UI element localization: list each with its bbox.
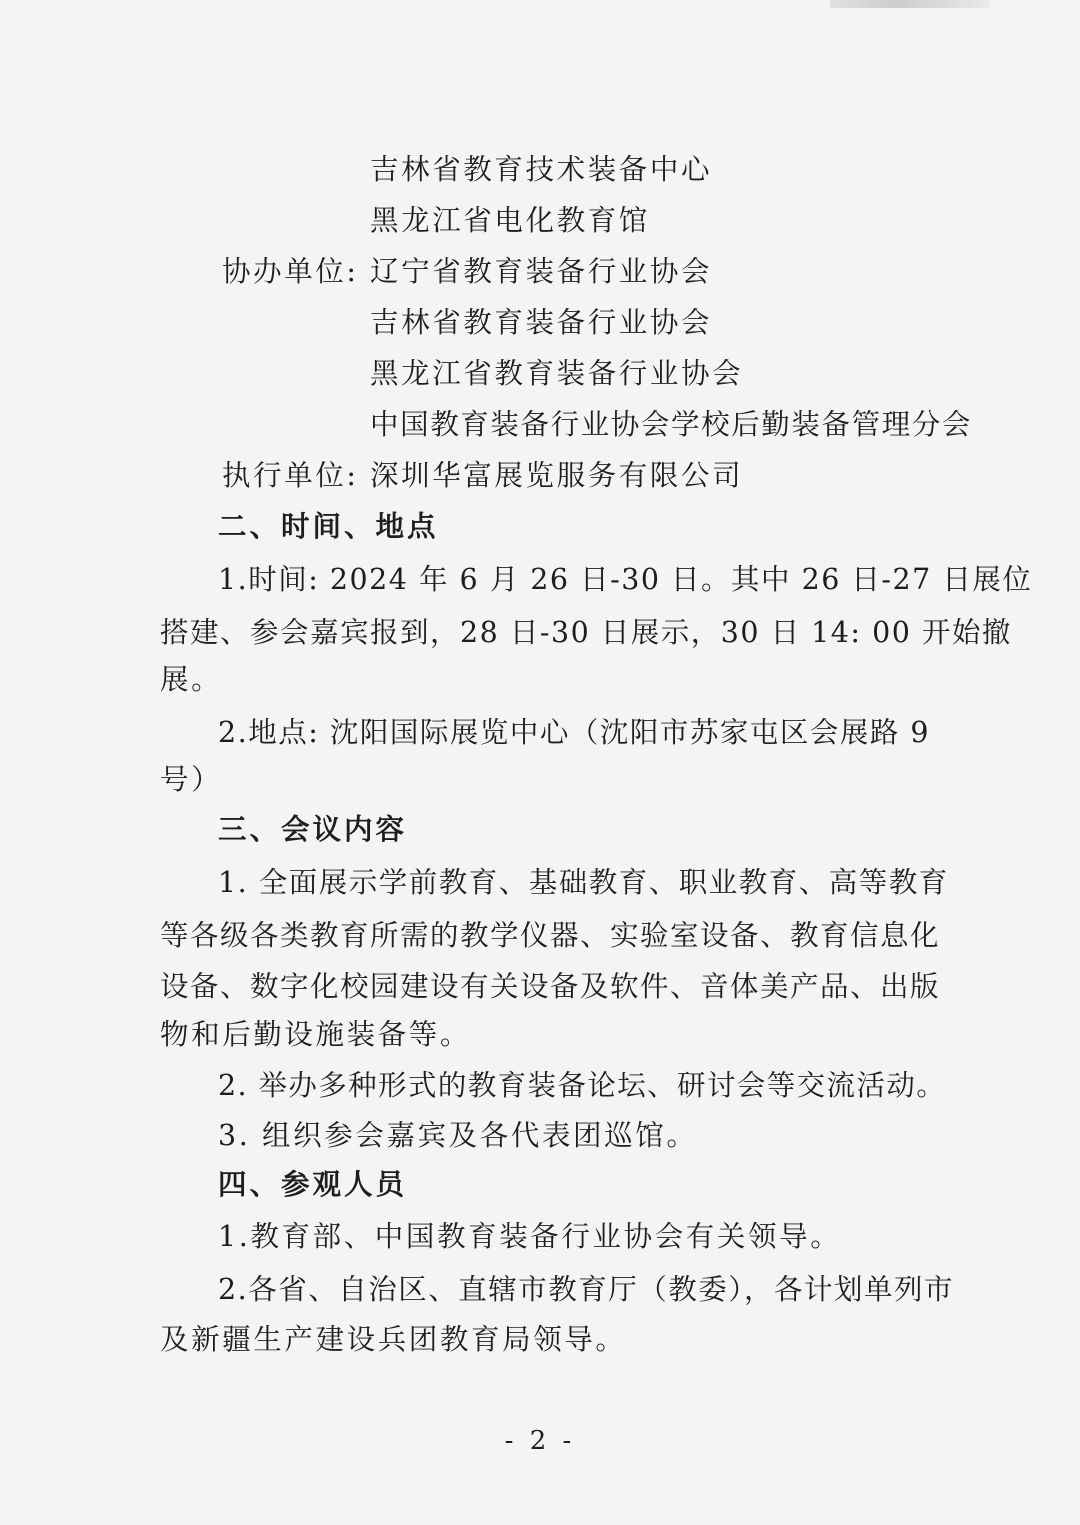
paragraph-line: 1.时间: 2024 年 6 月 26 日-30 日。其中 26 日-27 日展位 (218, 563, 1033, 596)
section-heading-time-place: 二、时间、地点 (218, 510, 439, 543)
paragraph-line: 2. 举办多种形式的教育装备论坛、研讨会等交流活动。 (218, 1069, 947, 1102)
paragraph-line: 3. 组织参会嘉宾及各代表团巡馆。 (218, 1119, 698, 1152)
page-number: - 2 - (504, 1426, 576, 1456)
paragraph-line: 搭建、参会嘉宾报到，28 日-30 日展示，30 日 14: 00 开始撤 (160, 616, 1012, 649)
paragraph-line: 设备、数字化校园建设有关设备及软件、音体美产品、出版 (160, 970, 941, 1003)
paragraph-line: 展。 (160, 663, 223, 696)
executor-label: 执行单位: (222, 459, 359, 492)
co-organizer-item: 黑龙江省教育装备行业协会 (370, 357, 744, 390)
paragraph-line: 1. 全面展示学前教育、基础教育、职业教育、高等教育 (218, 866, 949, 899)
paragraph-line: 物和后勤设施装备等。 (160, 1018, 472, 1051)
co-organizer-item: 中国教育装备行业协会学校后勤装备管理分会 (370, 408, 973, 441)
organizer-line: 黑龙江省电化教育馆 (370, 204, 650, 237)
scan-artifact (830, 0, 990, 8)
paragraph-line: 号） (160, 763, 223, 796)
paragraph-line: 等各级各类教育所需的教学仪器、实验室设备、教育信息化 (160, 919, 941, 952)
section-heading-visitors: 四、参观人员 (218, 1168, 408, 1201)
paragraph-line: 2.各省、自治区、直辖市教育厅（教委），各计划单列市 (218, 1273, 954, 1306)
paragraph-line: 及新疆生产建设兵团教育局领导。 (160, 1323, 627, 1356)
organizer-line: 吉林省教育技术装备中心 (370, 153, 713, 186)
paragraph-line: 1.教育部、中国教育装备行业协会有关领导。 (218, 1220, 842, 1253)
co-organizer-row (222, 252, 712, 292)
paragraph-line: 2.地点: 沈阳国际展览中心（沈阳市苏家屯区会展路 9 (218, 716, 931, 749)
executor-row (222, 456, 743, 496)
co-organizer-item: 吉林省教育装备行业协会 (370, 306, 713, 339)
co-organizer-item: 辽宁省教育装备行业协会 (370, 255, 713, 288)
section-heading-content: 三、会议内容 (218, 813, 408, 846)
executor-value: 深圳华富展览服务有限公司 (370, 459, 744, 492)
co-organizer-label: 协办单位: (222, 255, 359, 288)
